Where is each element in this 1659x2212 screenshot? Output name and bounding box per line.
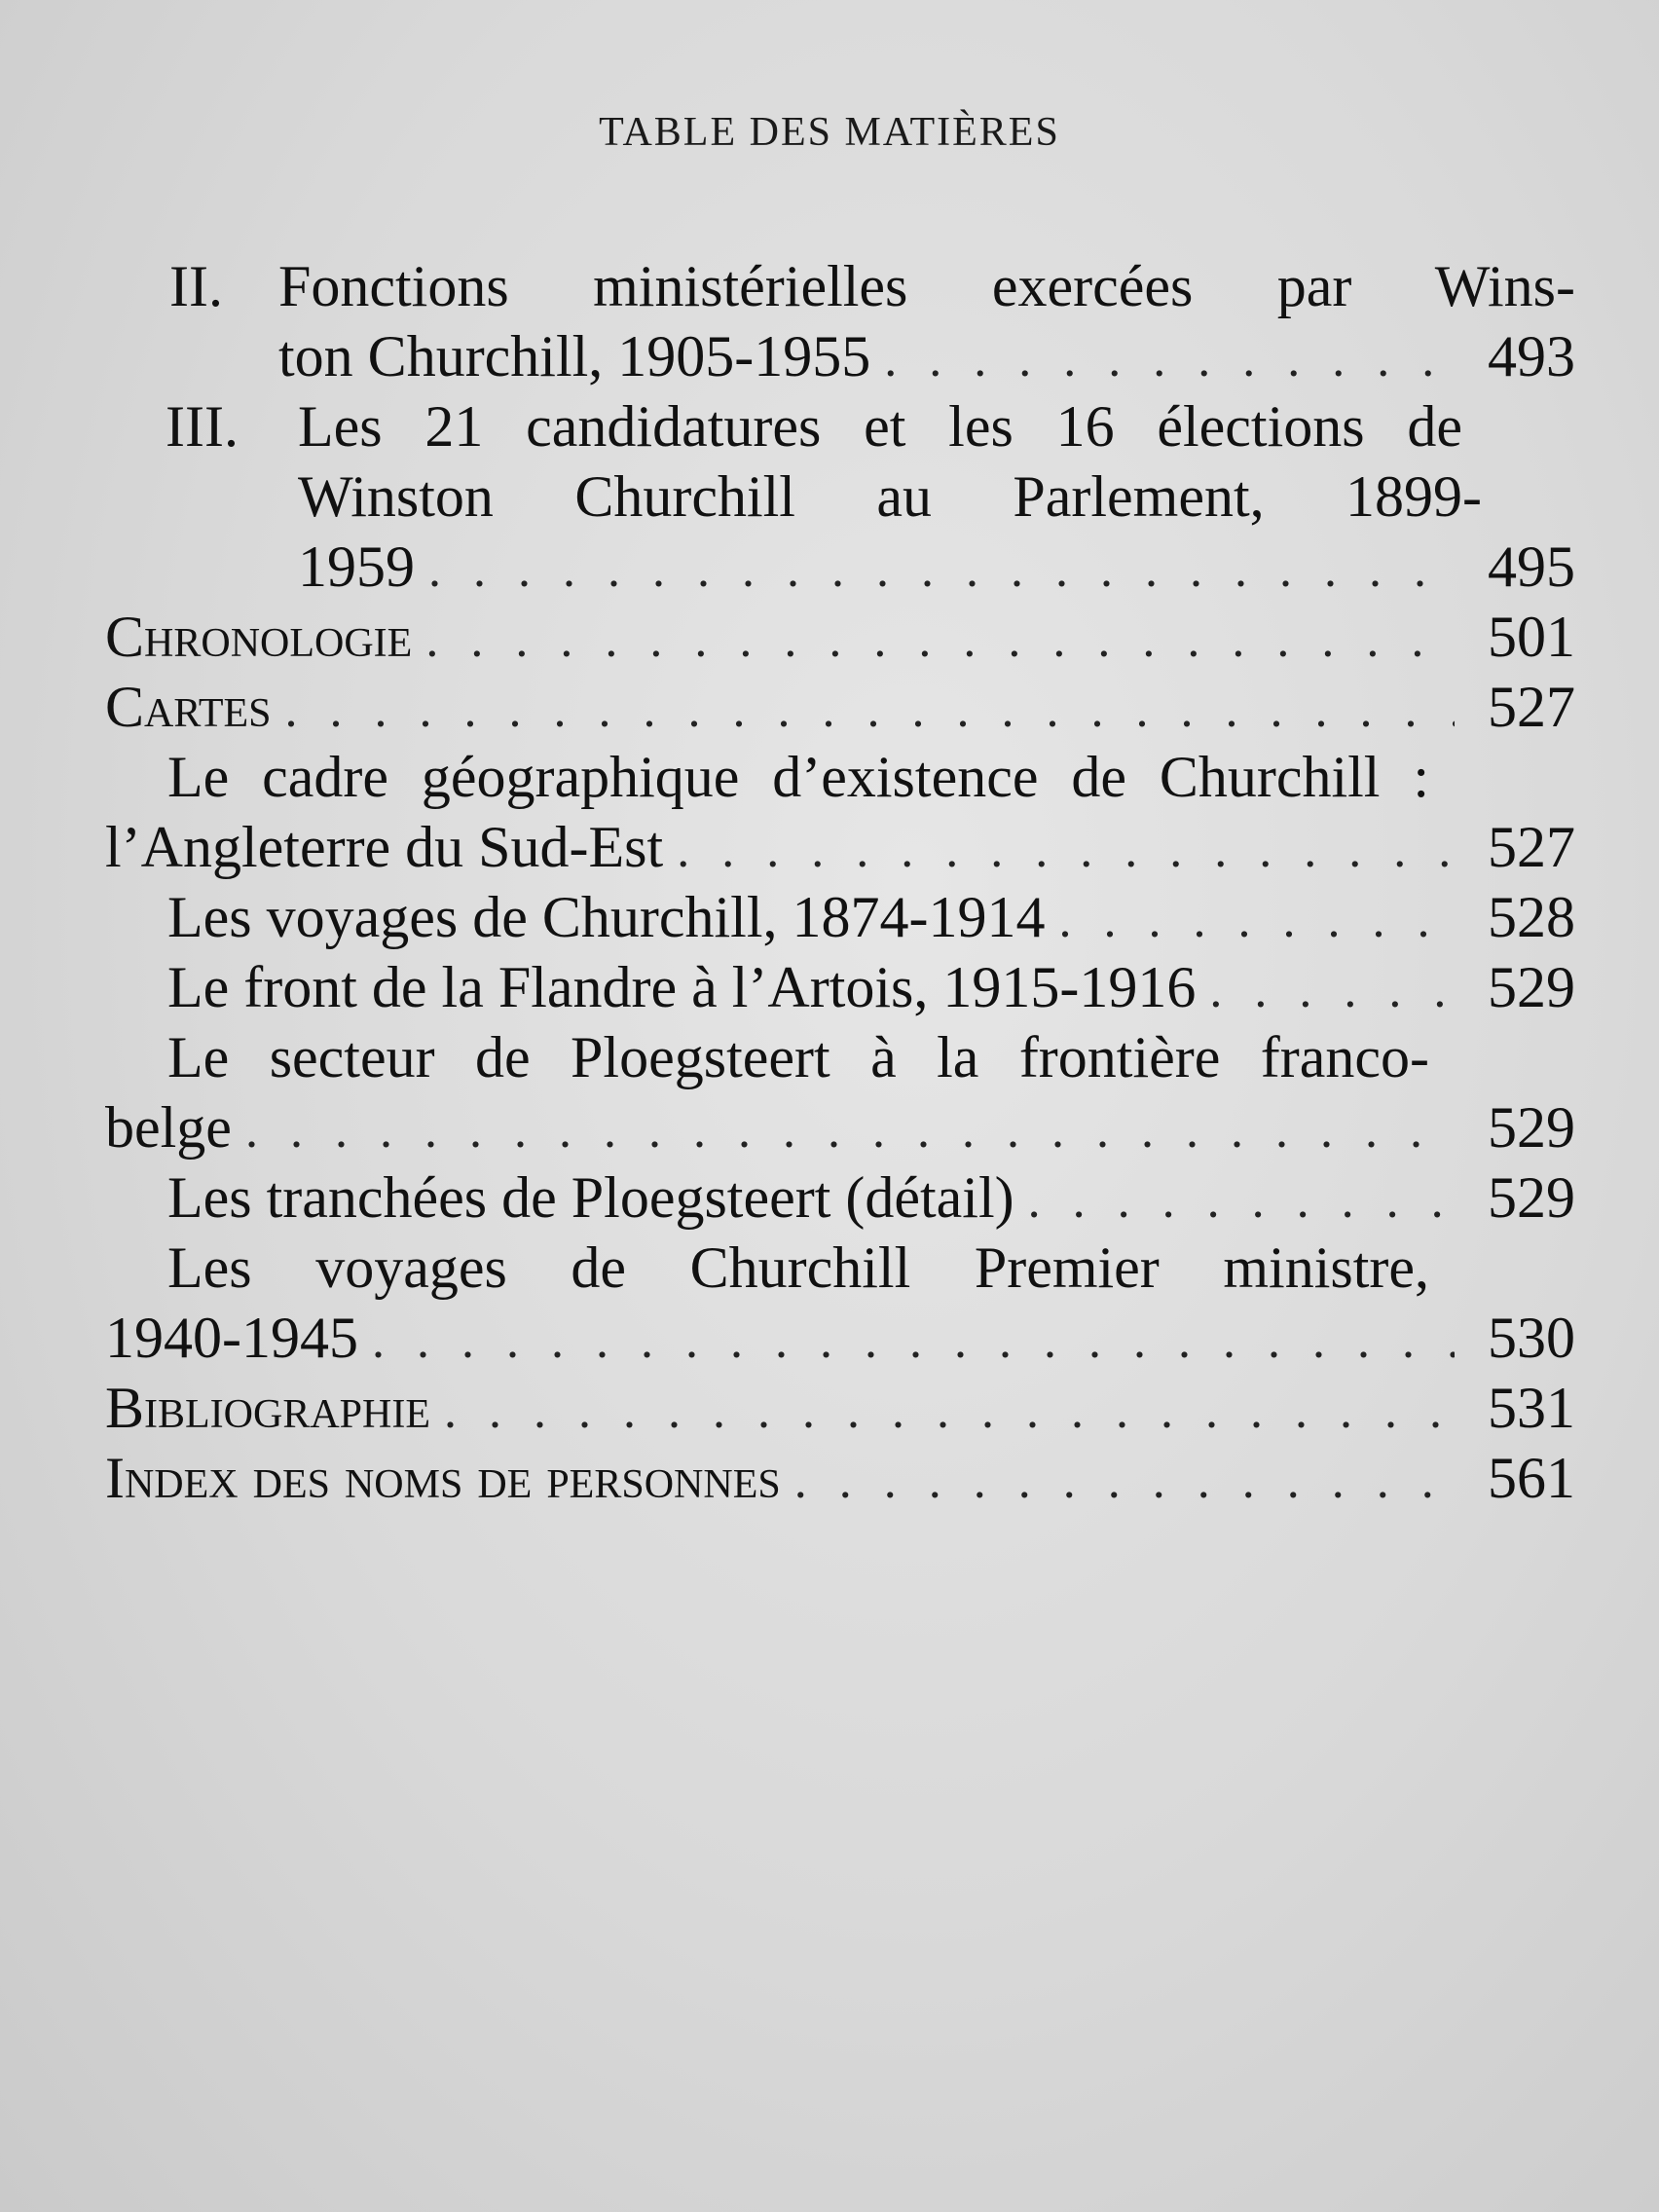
- dot-leader: [794, 1447, 1455, 1517]
- toc-entry-map: [105, 742, 1575, 882]
- toc-page-number: 501: [1488, 605, 1575, 669]
- toc-page-number: 527: [1488, 815, 1575, 879]
- toc-entry-title: Cartes: [105, 675, 272, 739]
- dot-leader: [372, 1307, 1455, 1377]
- toc-entry-text-line: ton Churchill, 1905-1955: [278, 324, 871, 388]
- toc-page-number: 530: [1488, 1306, 1575, 1370]
- toc-entry-appendix-iii: [105, 391, 1575, 602]
- toc-entry-text-line: Les tranchées de Ploegsteert (détail): [167, 1165, 1014, 1230]
- toc-entry-cartes: [105, 672, 1575, 742]
- toc-page-number: 531: [1488, 1376, 1575, 1440]
- dot-leader: [884, 325, 1455, 395]
- toc-entry-text-line: Les voyages de Churchill Premier ministre,: [167, 1235, 1429, 1300]
- toc-entry-map: [105, 1233, 1575, 1373]
- toc-entry-map: [105, 952, 1575, 1022]
- toc-entry-chronologie: [105, 602, 1575, 672]
- toc-entry-text-line: Le cadre géographique d’existence de Churchill :: [167, 745, 1429, 809]
- toc-entry-text-line: Les 21 candidatures et les 16 élections de: [298, 394, 1462, 459]
- dot-leader: [1209, 956, 1455, 1026]
- dot-leader: [1059, 886, 1456, 956]
- toc-entry-text-line: l’Angleterre du Sud-Est: [105, 815, 664, 879]
- toc-entry-text-line: Les voyages de Churchill, 1874-1914: [167, 885, 1046, 949]
- toc-entry-title: Bibliographie: [105, 1376, 430, 1440]
- toc-entry-title: Chronologie: [105, 605, 413, 669]
- dot-leader: [1028, 1166, 1455, 1236]
- table-of-contents: [105, 251, 1575, 1513]
- toc-entry-bibliographie: [105, 1373, 1575, 1443]
- toc-entry-title: Index des noms de personnes: [105, 1446, 781, 1510]
- toc-entry-map: [105, 1022, 1575, 1162]
- toc-page-number: 561: [1488, 1446, 1575, 1510]
- dot-leader: [425, 606, 1455, 676]
- toc-entry-numeral: II.: [169, 254, 223, 318]
- toc-page-number: 529: [1488, 955, 1575, 1019]
- toc-entry-map: [105, 882, 1575, 952]
- dot-leader: [245, 1096, 1455, 1166]
- toc-entry-text-line: 1940-1945: [105, 1306, 358, 1370]
- toc-entry-index: [105, 1443, 1575, 1513]
- toc-entry-text-line: Fonctions ministérielles exercées par Wins-: [278, 254, 1575, 318]
- toc-entry-text-line: belge: [105, 1095, 232, 1160]
- toc-page-number: 529: [1488, 1165, 1575, 1230]
- dot-leader: [444, 1377, 1455, 1447]
- toc-page-number: 528: [1488, 885, 1575, 949]
- toc-entry-text-line: Winston Churchill au Parlement, 1899-: [298, 464, 1482, 529]
- toc-page-number: 495: [1488, 535, 1575, 599]
- dot-leader: [428, 535, 1455, 606]
- dot-leader: [677, 816, 1455, 886]
- dot-leader: [285, 676, 1455, 746]
- toc-entry-appendix-ii: [105, 251, 1575, 391]
- toc-entry-text-line: Le secteur de Ploegsteert à la frontière franco-: [167, 1025, 1429, 1089]
- toc-entry-text-line: 1959: [298, 535, 415, 599]
- toc-entry-text-line: Le front de la Flandre à l’Artois, 1915-1916: [167, 955, 1197, 1019]
- toc-page-number: 527: [1488, 675, 1575, 739]
- toc-page-number: 529: [1488, 1095, 1575, 1160]
- toc-page-number: 493: [1488, 324, 1575, 388]
- running-head: TABLE DES MATIÈRES: [599, 110, 1060, 155]
- toc-entry-map: [105, 1162, 1575, 1233]
- toc-entry-numeral: III.: [166, 394, 239, 459]
